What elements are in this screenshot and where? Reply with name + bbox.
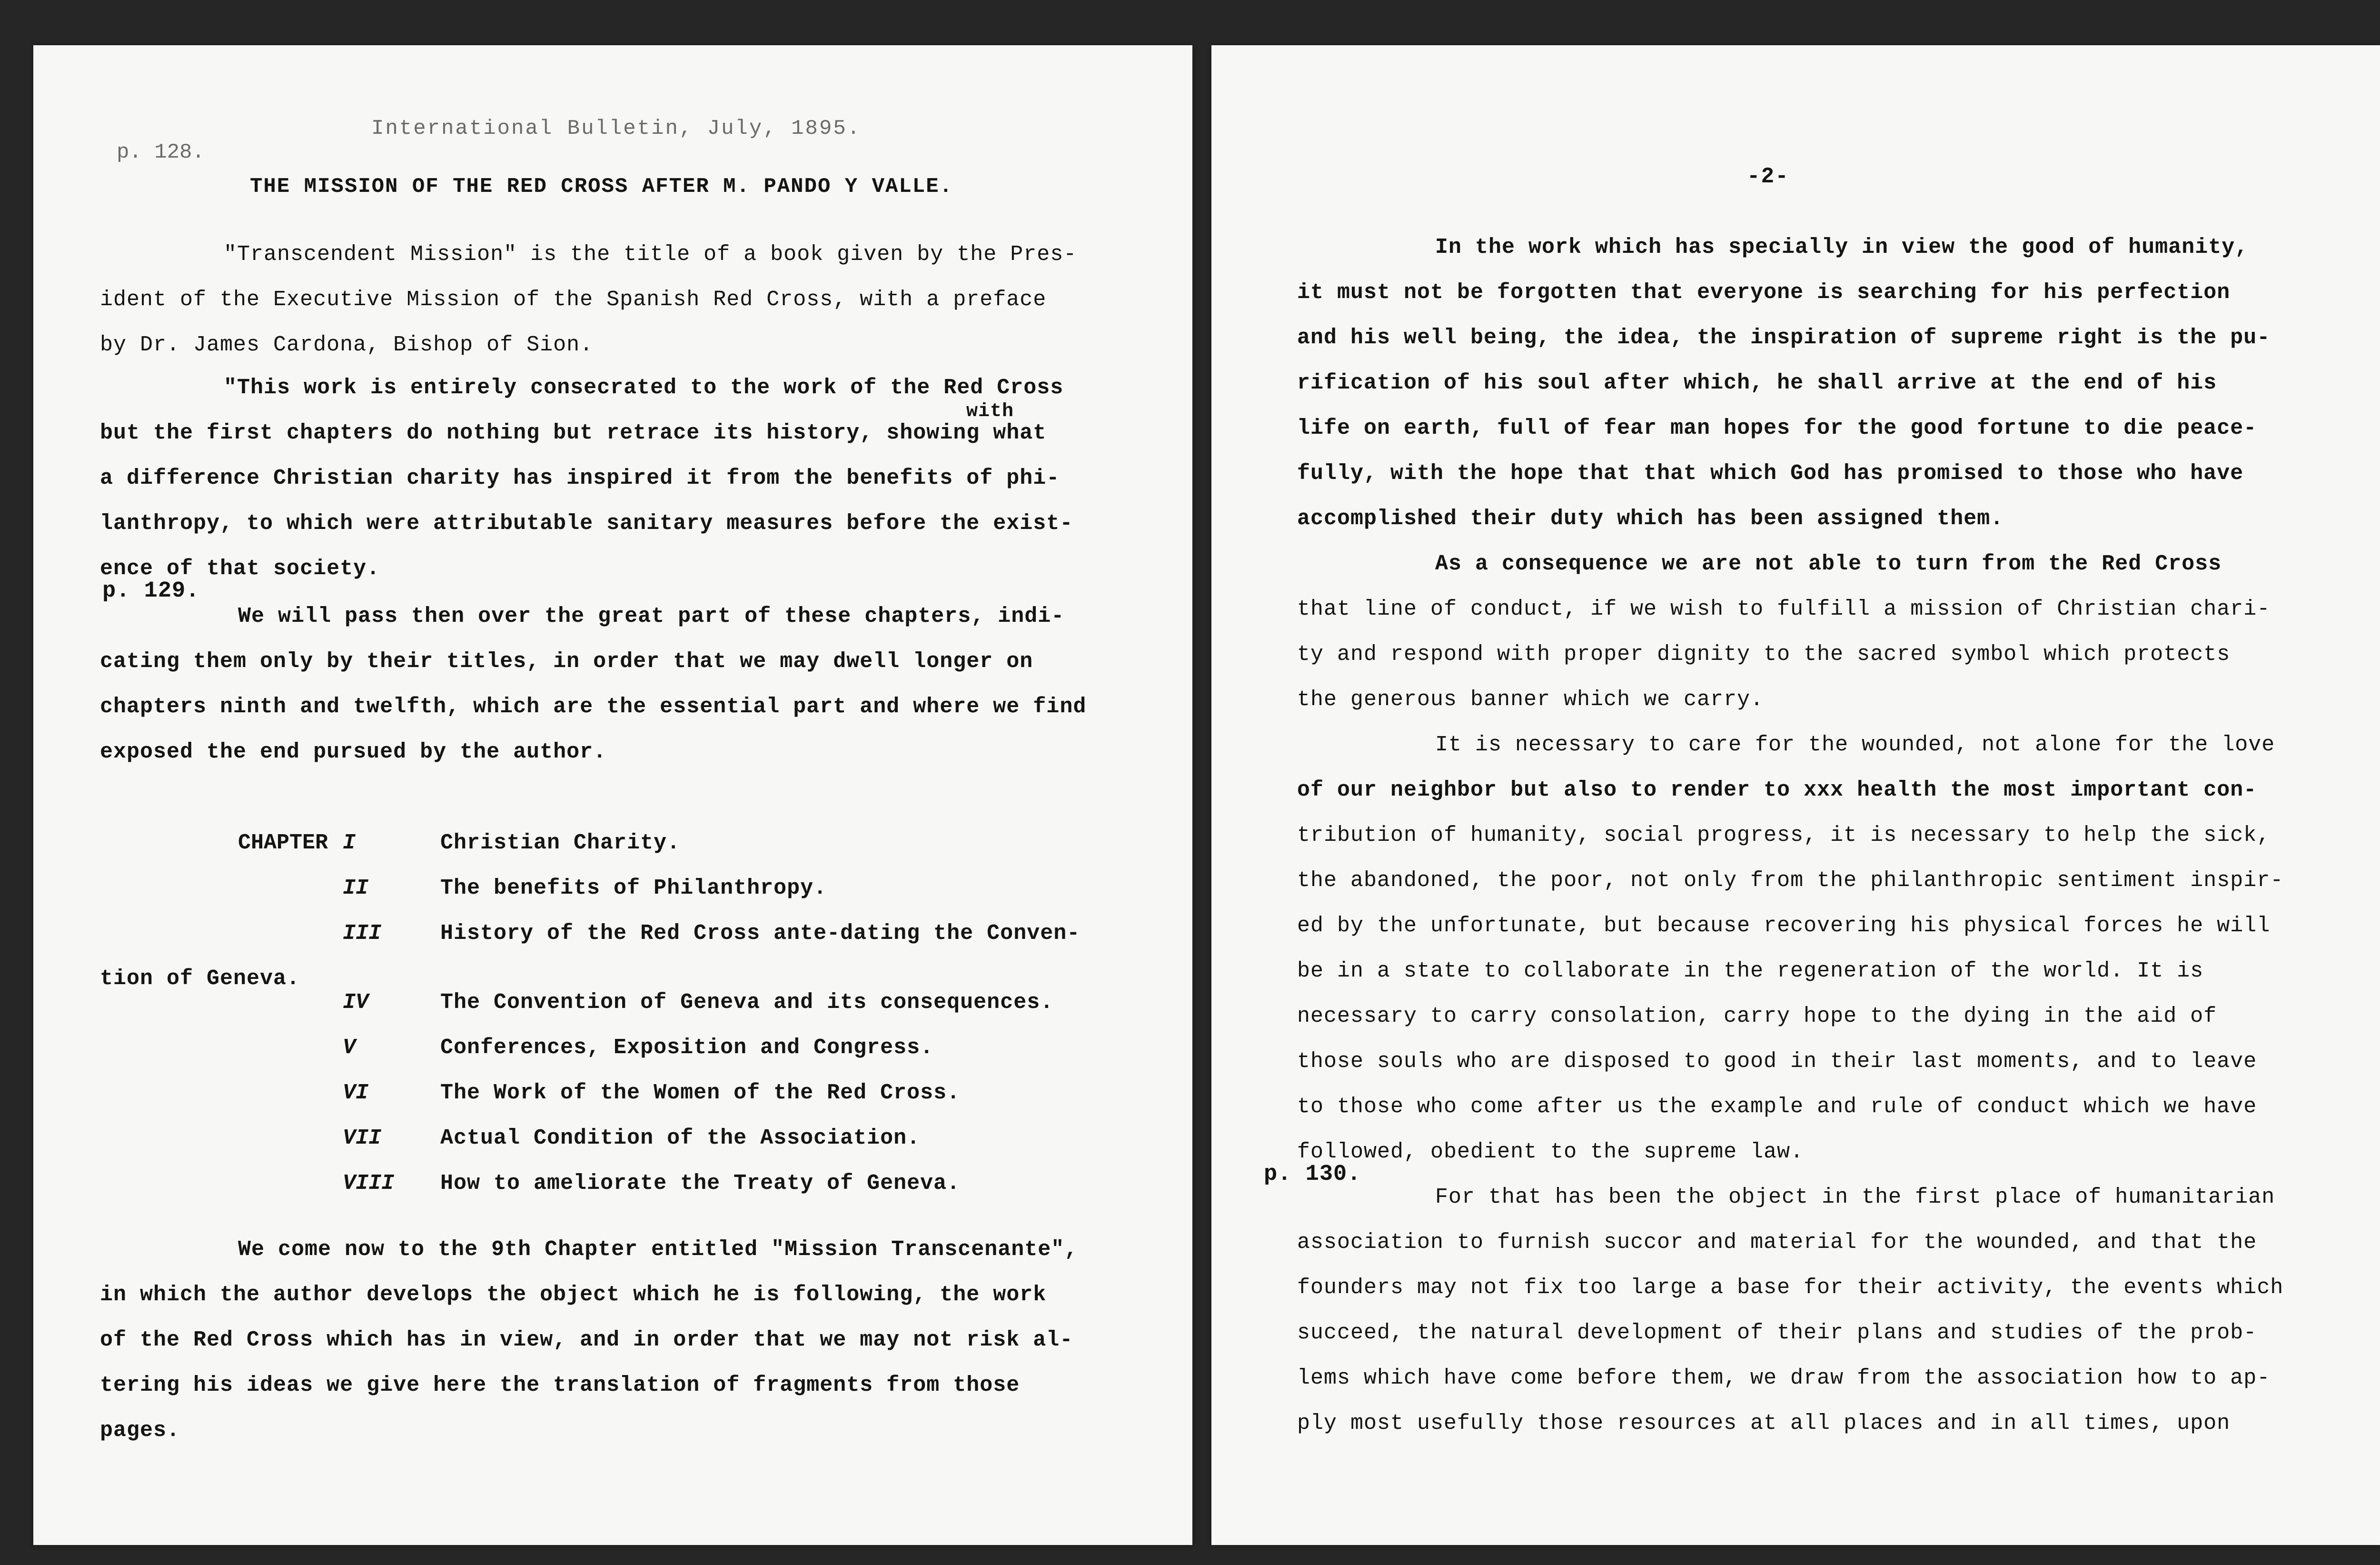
chapter-number: V <box>343 1036 356 1060</box>
chapter-number: VII <box>343 1126 382 1150</box>
text-line: tering his ideas we give here the translation of fragments from those <box>100 1373 1020 1397</box>
text-line: life on earth, full of fear man hopes for the good fortune to die peace- <box>1297 416 2257 440</box>
chapter-title: The Work of the Women of the Red Cross. <box>440 1081 961 1105</box>
text-line: As a consequence we are not able to turn from the Red Cross <box>1435 552 2222 576</box>
text-line: fully, with the hope that that which God has promised to those who have <box>1297 461 2244 486</box>
chapter-title: Conferences, Exposition and Congress. <box>440 1036 934 1060</box>
text-line: accomplished their duty which has been assigned them. <box>1297 507 2004 531</box>
left-page <box>33 45 1192 1545</box>
chapter-number: II <box>343 876 369 900</box>
chapter-title-continued: tion of Geneva. <box>100 967 300 991</box>
text-line: We will pass then over the great part of these chapters, indi- <box>238 604 1065 628</box>
chapter-number: III <box>343 921 382 946</box>
text-line: ed by the unfortunate, but because recovering his physical forces he will <box>1297 914 2271 938</box>
text-line: founders may not fix too large a base for their activity, the events which <box>1297 1276 2284 1300</box>
text-line: It is necessary to care for the wounded, not alone for the love <box>1435 733 2275 757</box>
chapter-number: VI <box>343 1081 369 1105</box>
handwritten-insertion: with <box>966 401 1014 422</box>
right-page <box>1211 45 2380 1545</box>
text-line: necessary to carry consolation, carry hope to the dying in the aid of <box>1297 1004 2217 1028</box>
text-line: ence of that society. <box>100 557 380 581</box>
text-line: by Dr. James Cardona, Bishop of Sion. <box>100 333 594 357</box>
text-line: a difference Christian charity has inspired it from the benefits of phi- <box>100 466 1060 490</box>
text-line: In the work which has specially in view the good of humanity, <box>1435 235 2249 259</box>
text-line: association to furnish succor and material for the wounded, and that the <box>1297 1230 2257 1255</box>
text-line: ply most usefully those resources at all places and in all times, upon <box>1297 1411 2231 1435</box>
chapter-number: I <box>343 831 356 855</box>
chapter-title: How to ameliorate the Treaty of Geneva. <box>440 1171 961 1196</box>
source-citation: International Bulletin, July, 1895. <box>371 117 862 140</box>
text-line: that line of conduct, if we wish to fulfill a mission of Christian chari- <box>1297 597 2271 621</box>
chapter-title: Christian Charity. <box>440 831 681 855</box>
text-line: lems which have come before them, we draw from the association how to ap- <box>1297 1366 2271 1390</box>
text-line: ty and respond with proper dignity to the sacred symbol which protects <box>1297 642 2231 667</box>
text-line: For that has been the object in the first place of humanitarian <box>1435 1185 2275 1209</box>
text-line: rification of his soul after which, he shall arrive at the end of his <box>1297 371 2217 395</box>
text-line: tribution of humanity, social progress, it is necessary to help the sick, <box>1297 823 2271 847</box>
page-ref-start: p. 128. <box>117 140 205 164</box>
text-line: to those who come after us the example and rule of conduct which we have <box>1297 1095 2257 1119</box>
chapter-number: IV <box>343 990 369 1015</box>
text-line: it must not be forgotten that everyone is searching for his perfection <box>1297 280 2231 305</box>
text-line: and his well being, the idea, the inspiration of supreme right is the pu- <box>1297 326 2271 350</box>
text-line: the generous banner which we carry. <box>1297 688 1764 712</box>
text-line: followed, obedient to the supreme law. <box>1297 1140 1804 1164</box>
text-line: We come now to the 9th Chapter entitled "Mission Transcenante", <box>238 1237 1078 1262</box>
page-ref-130: p. 130. <box>1264 1162 1361 1187</box>
text-line: succeed, the natural development of their plans and studies of the prob- <box>1297 1321 2257 1345</box>
chapter-title: The Convention of Geneva and its consequences. <box>440 990 1054 1015</box>
text-line: of our neighbor but also to render to xxx health the most important con- <box>1297 778 2257 802</box>
chapter-label: CHAPTER <box>238 831 328 855</box>
chapter-number: VIII <box>343 1171 395 1196</box>
chapter-title: History of the Red Cross ante-dating the Conven- <box>440 921 1081 946</box>
document-title: THE MISSION OF THE RED CROSS AFTER M. PANDO Y VALLE. <box>250 175 953 199</box>
text-line: "Transcendent Mission" is the title of a book given by the Pres- <box>224 242 1077 267</box>
chapter-title: The benefits of Philanthropy. <box>440 876 827 900</box>
text-line: but the first chapters do nothing but retrace its history, showing what <box>100 421 1047 445</box>
text-line: in which the author develops the object which he is following, the work <box>100 1283 1047 1307</box>
text-line: "This work is entirely consecrated to the work of the Red Cross <box>224 376 1064 400</box>
chapter-title: Actual Condition of the Association. <box>440 1126 921 1150</box>
text-line: pages. <box>100 1418 180 1443</box>
text-line: of the Red Cross which has in view, and in order that we may not risk al- <box>100 1328 1073 1352</box>
page-number: -2- <box>1747 164 1789 189</box>
text-line: be in a state to collaborate in the regeneration of the world. It is <box>1297 959 2204 983</box>
text-line: lanthropy, to which were attributable sanitary measures before the exist- <box>100 511 1073 536</box>
page-ref-129: p. 129. <box>102 578 200 604</box>
text-line: exposed the end pursued by the author. <box>100 740 607 764</box>
text-line: cating them only by their titles, in order that we may dwell longer on <box>100 649 1033 674</box>
text-line: ident of the Executive Mission of the Spanish Red Cross, with a preface <box>100 288 1047 312</box>
text-line: the abandoned, the poor, not only from the philanthropic sentiment inspir- <box>1297 868 2284 893</box>
text-line: chapters ninth and twelfth, which are the essential part and where we find <box>100 695 1087 719</box>
text-line: those souls who are disposed to good in their last moments, and to leave <box>1297 1049 2257 1074</box>
